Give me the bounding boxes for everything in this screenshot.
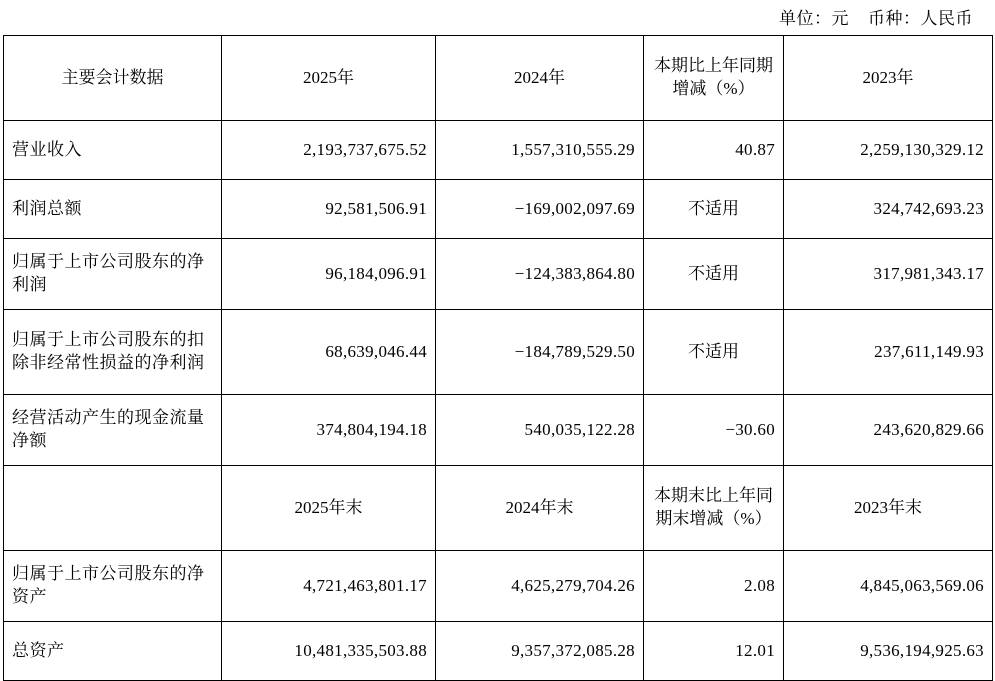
cell-change: 40.87 bbox=[644, 121, 784, 180]
header-cell-2024-end: 2024年末 bbox=[436, 466, 644, 551]
row-label: 营业收入 bbox=[4, 121, 222, 180]
header-cell-label: 主要会计数据 bbox=[4, 36, 222, 121]
cell-2024: −124,383,864.80 bbox=[436, 239, 644, 310]
table-row bbox=[4, 121, 993, 180]
header-cell-change-end: 本期末比上年同期末增减（%） bbox=[644, 466, 784, 551]
cell-2025: 374,804,194.18 bbox=[222, 395, 436, 466]
table-row bbox=[4, 551, 993, 622]
cell-change: −30.60 bbox=[644, 395, 784, 466]
cell-2024: 1,557,310,555.29 bbox=[436, 121, 644, 180]
unit-currency-note: 单位：元 币种：人民币 bbox=[779, 9, 973, 28]
main-accounting-data-table bbox=[3, 35, 993, 681]
table-header-row-balance bbox=[4, 466, 993, 551]
cell-change: 不适用 bbox=[644, 310, 784, 395]
cell-change: 不适用 bbox=[644, 239, 784, 310]
cell-2023: 9,536,194,925.63 bbox=[784, 622, 993, 681]
cell-2023: 2,259,130,329.12 bbox=[784, 121, 993, 180]
cell-2025: 2,193,737,675.52 bbox=[222, 121, 436, 180]
cell-change: 不适用 bbox=[644, 180, 784, 239]
header-cell-2025: 2025年 bbox=[222, 36, 436, 121]
row-label: 总资产 bbox=[4, 622, 222, 681]
row-label: 归属于上市公司股东的净利润 bbox=[4, 239, 222, 310]
header-cell-2023-end: 2023年末 bbox=[784, 466, 993, 551]
table-header-row-period bbox=[4, 36, 993, 121]
table-row bbox=[4, 310, 993, 395]
cell-change: 12.01 bbox=[644, 622, 784, 681]
header-cell-change: 本期比上年同期增减（%） bbox=[644, 36, 784, 121]
table-row bbox=[4, 622, 993, 681]
cell-2023: 317,981,343.17 bbox=[784, 239, 993, 310]
cell-2025: 10,481,335,503.88 bbox=[222, 622, 436, 681]
row-label: 归属于上市公司股东的净资产 bbox=[4, 551, 222, 622]
row-label: 归属于上市公司股东的扣除非经常性损益的净利润 bbox=[4, 310, 222, 395]
row-label: 经营活动产生的现金流量净额 bbox=[4, 395, 222, 466]
table-row bbox=[4, 180, 993, 239]
cell-2024: 4,625,279,704.26 bbox=[436, 551, 644, 622]
table-row bbox=[4, 395, 993, 466]
cell-2023: 243,620,829.66 bbox=[784, 395, 993, 466]
cell-2024: −184,789,529.50 bbox=[436, 310, 644, 395]
header-cell-2025-end: 2025年末 bbox=[222, 466, 436, 551]
cell-2024: 540,035,122.28 bbox=[436, 395, 644, 466]
header-cell-label-empty bbox=[4, 466, 222, 551]
cell-2025: 68,639,046.44 bbox=[222, 310, 436, 395]
cell-2023: 4,845,063,569.06 bbox=[784, 551, 993, 622]
row-label: 利润总额 bbox=[4, 180, 222, 239]
header-cell-2023: 2023年 bbox=[784, 36, 993, 121]
cell-2023: 237,611,149.93 bbox=[784, 310, 993, 395]
cell-2024: −169,002,097.69 bbox=[436, 180, 644, 239]
cell-change: 2.08 bbox=[644, 551, 784, 622]
table-row bbox=[4, 239, 993, 310]
cell-2025: 96,184,096.91 bbox=[222, 239, 436, 310]
cell-2025: 4,721,463,801.17 bbox=[222, 551, 436, 622]
cell-2024: 9,357,372,085.28 bbox=[436, 622, 644, 681]
cell-2023: 324,742,693.23 bbox=[784, 180, 993, 239]
cell-2025: 92,581,506.91 bbox=[222, 180, 436, 239]
header-cell-2024: 2024年 bbox=[436, 36, 644, 121]
